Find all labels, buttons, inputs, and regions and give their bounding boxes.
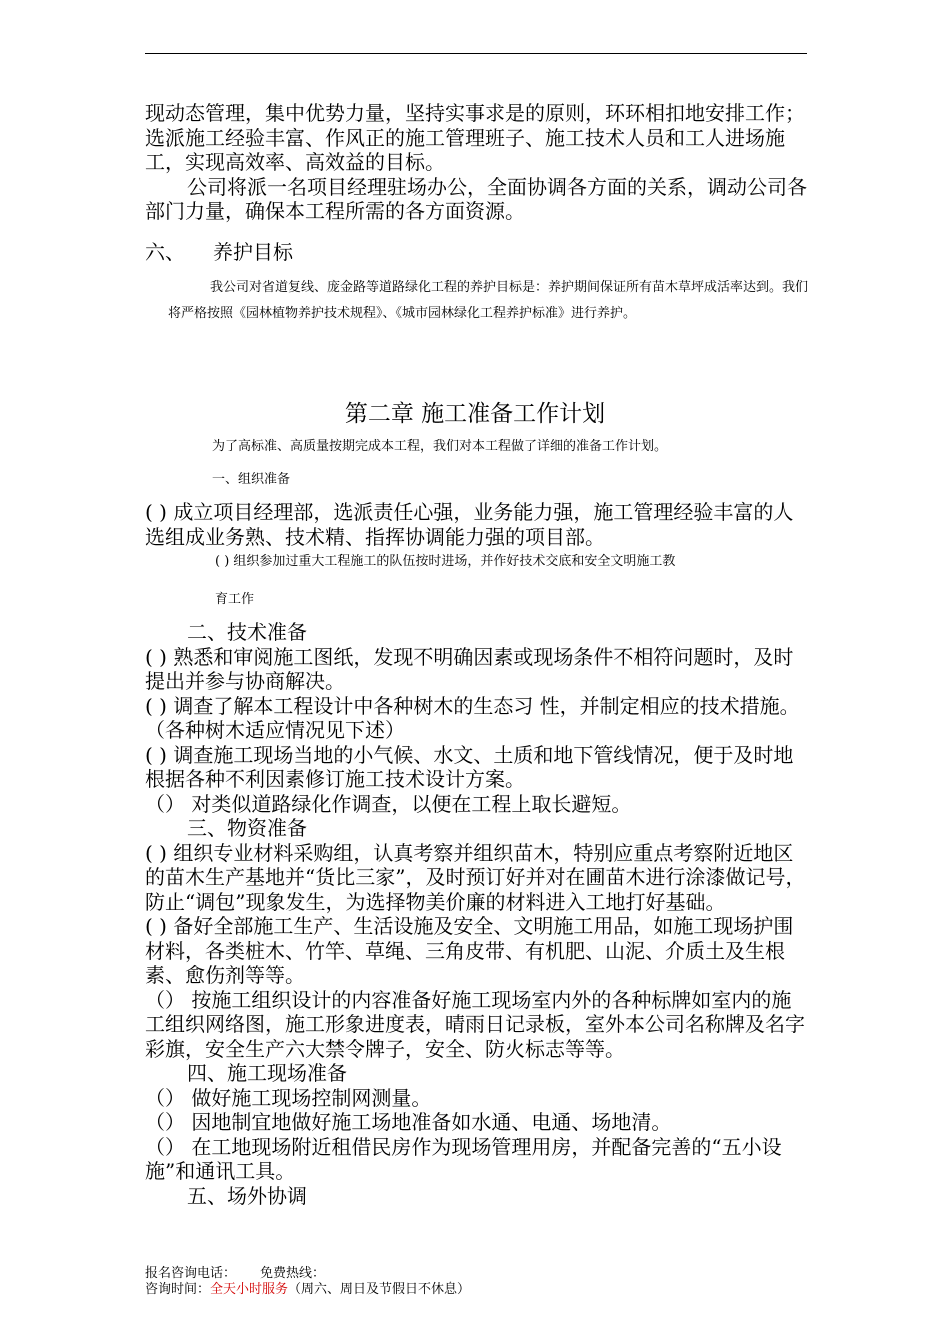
tech-item: （） 对类似道路绿化作调查，以便在工程上取长避短。 — [145, 791, 632, 816]
phone-label: 报名咨询电话： — [145, 1266, 237, 1281]
site-item: （） 因地制宜地做好施工场地准备如水通、电通、场地清。 — [145, 1110, 672, 1134]
section-six-heading — [145, 236, 293, 265]
tech-item: ( ) 调查施工现场当地的小气候、水文、土质和地下管线情况，便于及时地根据各种不利因素修订施工技术设计方案。 — [145, 742, 794, 791]
intro-paragraph-2: 公司将派一名项目经理驻场办公，全面协调各方面的关系，调动公司各部门力量，确保本工程所需的各方面资源。 — [145, 174, 807, 223]
chapter-title: 第二章 施工准备工作计划 — [344, 401, 606, 427]
footer-hours-line — [145, 1282, 470, 1298]
hours-label: 咨询时间： — [145, 1282, 211, 1297]
hotline-label: 免费热线： — [260, 1266, 326, 1281]
tech-heading: 二、技术准备 — [187, 620, 307, 644]
section-title: 养护目标 — [213, 240, 293, 264]
coordination-heading: 五、场外协调 — [187, 1183, 307, 1208]
materials-item: （） 按施工组织设计的内容准备好施工现场室内外的各种标牌如室内的施工组织网络图，施工形象进度表，晴雨日记录板，室外本公司名称牌及名字彩旗，安全生产六大禁令牌子，安全、防火标志等等。 — [145, 987, 805, 1061]
tech-block — [145, 620, 807, 1208]
section-number: 六、 — [145, 240, 185, 264]
section-six-body — [168, 275, 808, 327]
org-item-2b: 育工作 — [215, 592, 255, 607]
hours-note: （周六、周日及节假日不休息） — [288, 1282, 471, 1297]
hours-highlight: 全天小时服务 — [210, 1282, 289, 1297]
org-heading-block — [212, 469, 612, 490]
header-rule — [145, 53, 807, 54]
materials-item: ( ) 组织专业材料采购组，认真考察并组织苗木，特别应重点考察附近地区的苗木生产基地并“货比三家”，及时预订好并对在圃苗木进行涂漆做记号，防止“调包”现象发生，为选择物美价廉的材料进入工地打好基础。 — [145, 840, 806, 914]
intro-paragraph-1: 现动态管理，集中优势力量，坚持实事求是的原则，环环相扣地安排工作；选派施工经验丰富、作风正的施工管理班子、施工技术人员和工人进场施工，实现高效率、高效益的目标。 — [145, 101, 805, 174]
org-item-1-block — [145, 500, 807, 549]
materials-heading: 三、物资准备 — [187, 816, 307, 840]
org-item-2-block — [215, 551, 810, 610]
footer — [145, 1266, 470, 1298]
tech-item: ( ) 调查了解本工程设计中各种树木的生态习 性，并制定相应的技术措施。（各种树木适应情况见下述） — [145, 693, 800, 742]
intro-block — [145, 101, 807, 224]
materials-item: ( ) 备好全部施工生产、生活设施及安全、文明施工用品，如施工现场护围材料，各类桩木、竹竿、草绳、三角皮带、有机肥、山泥、介质土及生根素、愈伤剂等等。 — [145, 914, 794, 987]
org-item-1: ( ) 成立项目经理部，选派责任心强，业务能力强，施工管理经验丰富的人选组成业务熟、技术精、指挥协调能力强的项目部。 — [145, 500, 794, 549]
org-heading: 一、组织准备 — [212, 472, 291, 487]
chapter-lead-text: 为了高标准、高质量按期完成本工程，我们对本工程做了详细的准备工作计划。 — [212, 439, 668, 454]
site-heading: 四、施工现场准备 — [187, 1061, 347, 1085]
tech-item: ( ) 熟悉和审阅施工图纸，发现不明确因素或现场条件不相符问题时，及时提出并参与协商解决。 — [145, 644, 794, 693]
site-item: （） 在工地现场附近租借民房作为现场管理用房，并配备完善的“五小设施”和通讯工具。 — [145, 1134, 782, 1183]
site-item: （） 做好施工现场控制网测量。 — [145, 1085, 432, 1110]
footer-phone-line — [145, 1266, 470, 1282]
section-six-paragraph: 我公司对省道复线、庞金路等道路绿化工程的养护目标是：养护期间保证所有苗木草坪成活率达到。我们将严格按照《园林植物养护技术规程》、《城市园林绿化工程养护标准》进行养护。 — [168, 280, 809, 321]
org-item-2a: ( ) 组织参加过重大工程施工的队伍按时进场，并作好技术交底和安全文明施工教 — [215, 554, 676, 569]
chapter-lead — [212, 436, 812, 457]
